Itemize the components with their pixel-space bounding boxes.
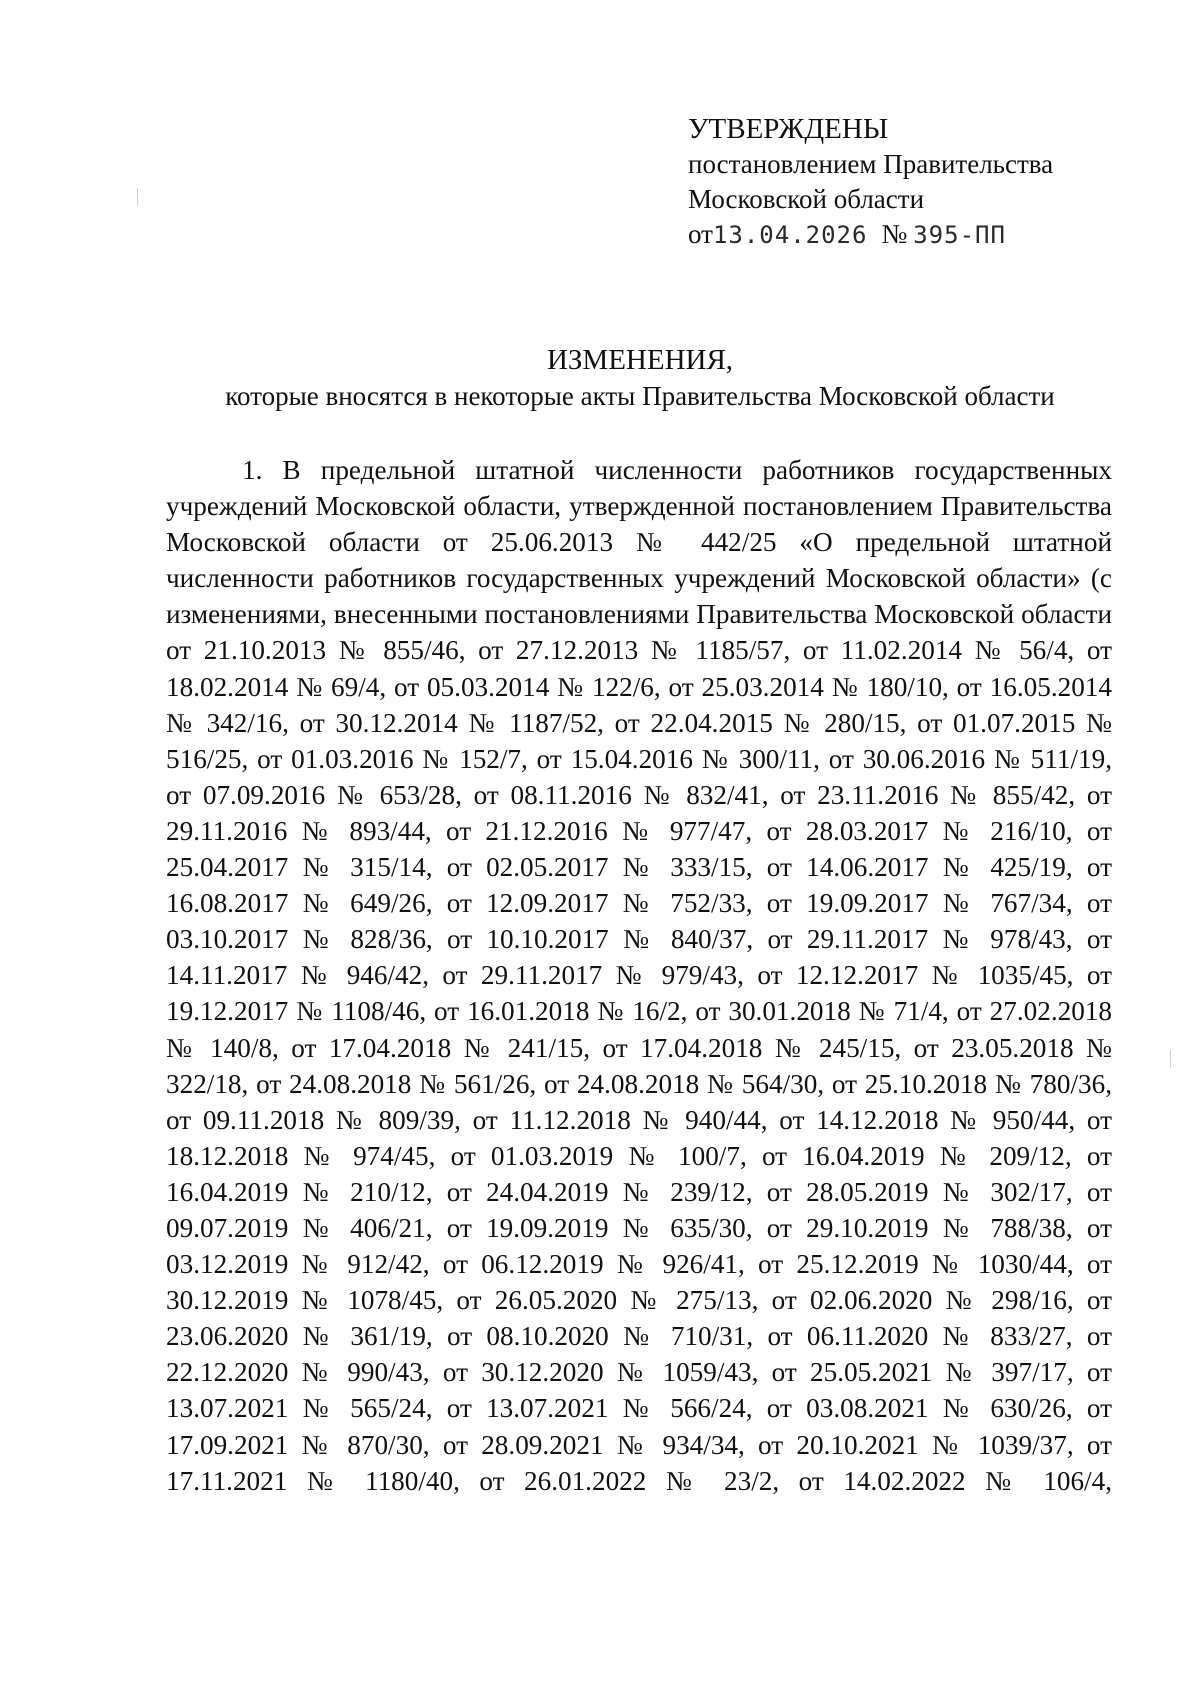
title-heading: ИЗМЕНЕНИЯ,: [546, 344, 734, 376]
approval-number-sign: №: [881, 219, 908, 249]
approval-line-2: Московской области: [688, 184, 925, 214]
approval-date-line: [688, 217, 1128, 253]
document-title: [160, 342, 1120, 414]
approval-stamp: [688, 112, 1128, 253]
title-subheading: которые вносятся в некоторые акты Правительства Московской области: [225, 381, 1055, 411]
approval-date-prefix: от: [688, 219, 713, 249]
scan-margin-mark: [1170, 1050, 1171, 1068]
document-body: [166, 452, 1112, 1499]
approval-line-1: постановлением Правительства: [688, 149, 1054, 179]
paragraph-1: 1. В предельной штатной численности работников государственных учреждений Московской области, утвержденной постановлением Правительства Московской области от 25.06.2013 № 442/25 «О предельной штатной численности работников государственных учреждений Московской области» (с изменениями, внесенными постановлениями Правительства Московской области от 21.10.2013 № 855/46, от 27.12.2013 № 1185/57, от 11.02.2014 № 56/4, от 18.02.2014 № 69/4, от 05.03.2014 № 122/6, от 25.03.2014 № 180/10, от 16.05.2014 № 342/16, от 30.12.2014 № 1187/52, от 22.04.2015 № 280/15, от 01.07.2015 № 516/25, от 01.03.2016 № 152/7, от 15.04.2016 № 300/11, от 30.06.2016 № 511/19, от 07.09.2016 № 653/28, от 08.11.2016 № 832/41, от 23.11.2016 № 855/42, от 29.11.2016 № 893/44, от 21.12.2016 № 977/47, от 28.03.2017 № 216/10, от 25.04.2017 № 315/14, от 02.05.2017 № 333/15, от 14.06.2017 № 425/19, от 16.08.2017 № 649/26, от 12.09.2017 № 752/33, от 19.09.2017 № 767/34, от 03.10.2017 № 828/36, от 10.10.2017 № 840/37, от 29.11.2017 № 978/43, от 14.11.2017 № 946/42, от 29.11.2017 № 979/43, от 12.12.2017 № 1035/45, от 19.12.2017 № 1108/46, от 16.01.2018 № 16/2, от 30.01.2018 № 71/4, от 27.02.2018 № 140/8, от 17.04.2018 № 241/15, от 17.04.2018 № 245/15, от 23.05.2018 № 322/18, от 24.08.2018 № 561/26, от 24.08.2018 № 564/30, от 25.10.2018 № 780/36, от 09.11.2018 № 809/39, от 11.12.2018 № 940/44, от 14.12.2018 № 950/44, от 18.12.2018 № 974/45, от 01.03.2019 № 100/7, от 16.04.2019 № 209/12, от 16.04.2019 № 210/12, от 24.04.2019 № 239/12, от 28.05.2019 № 302/17, от 09.07.2019 № 406/21, от 19.09.2019 № 635/30, от 29.10.2019 № 788/38, от 03.12.2019 № 912/42, от 06.12.2019 № 926/41, от 25.12.2019 № 1030/44, от 30.12.2019 № 1078/45, от 26.05.2020 № 275/13, от 02.06.2020 № 298/16, от 23.06.2020 № 361/19, от 08.10.2020 № 710/31, от 06.11.2020 № 833/27, от 22.12.2020 № 990/43, от 30.12.2020 № 1059/43, от 25.05.2021 № 397/17, от 13.07.2021 № 565/24, от 13.07.2021 № 566/24, от 03.08.2021 № 630/26, от 17.09.2021 № 870/30, от 28.09.2021 № 934/34, от 20.10.2021 № 1039/37, от 17.11.2021 № 1180/40, от 26.01.2022 № 23/2, от 14.02.2022 № 106/4,: [166, 455, 1112, 1496]
scan-margin-mark: [137, 188, 138, 206]
approval-heading: УТВЕРЖДЕНЫ: [688, 113, 889, 145]
approval-number: 395-ПП: [913, 221, 1006, 249]
approval-date: 13.04.2026: [712, 221, 868, 249]
